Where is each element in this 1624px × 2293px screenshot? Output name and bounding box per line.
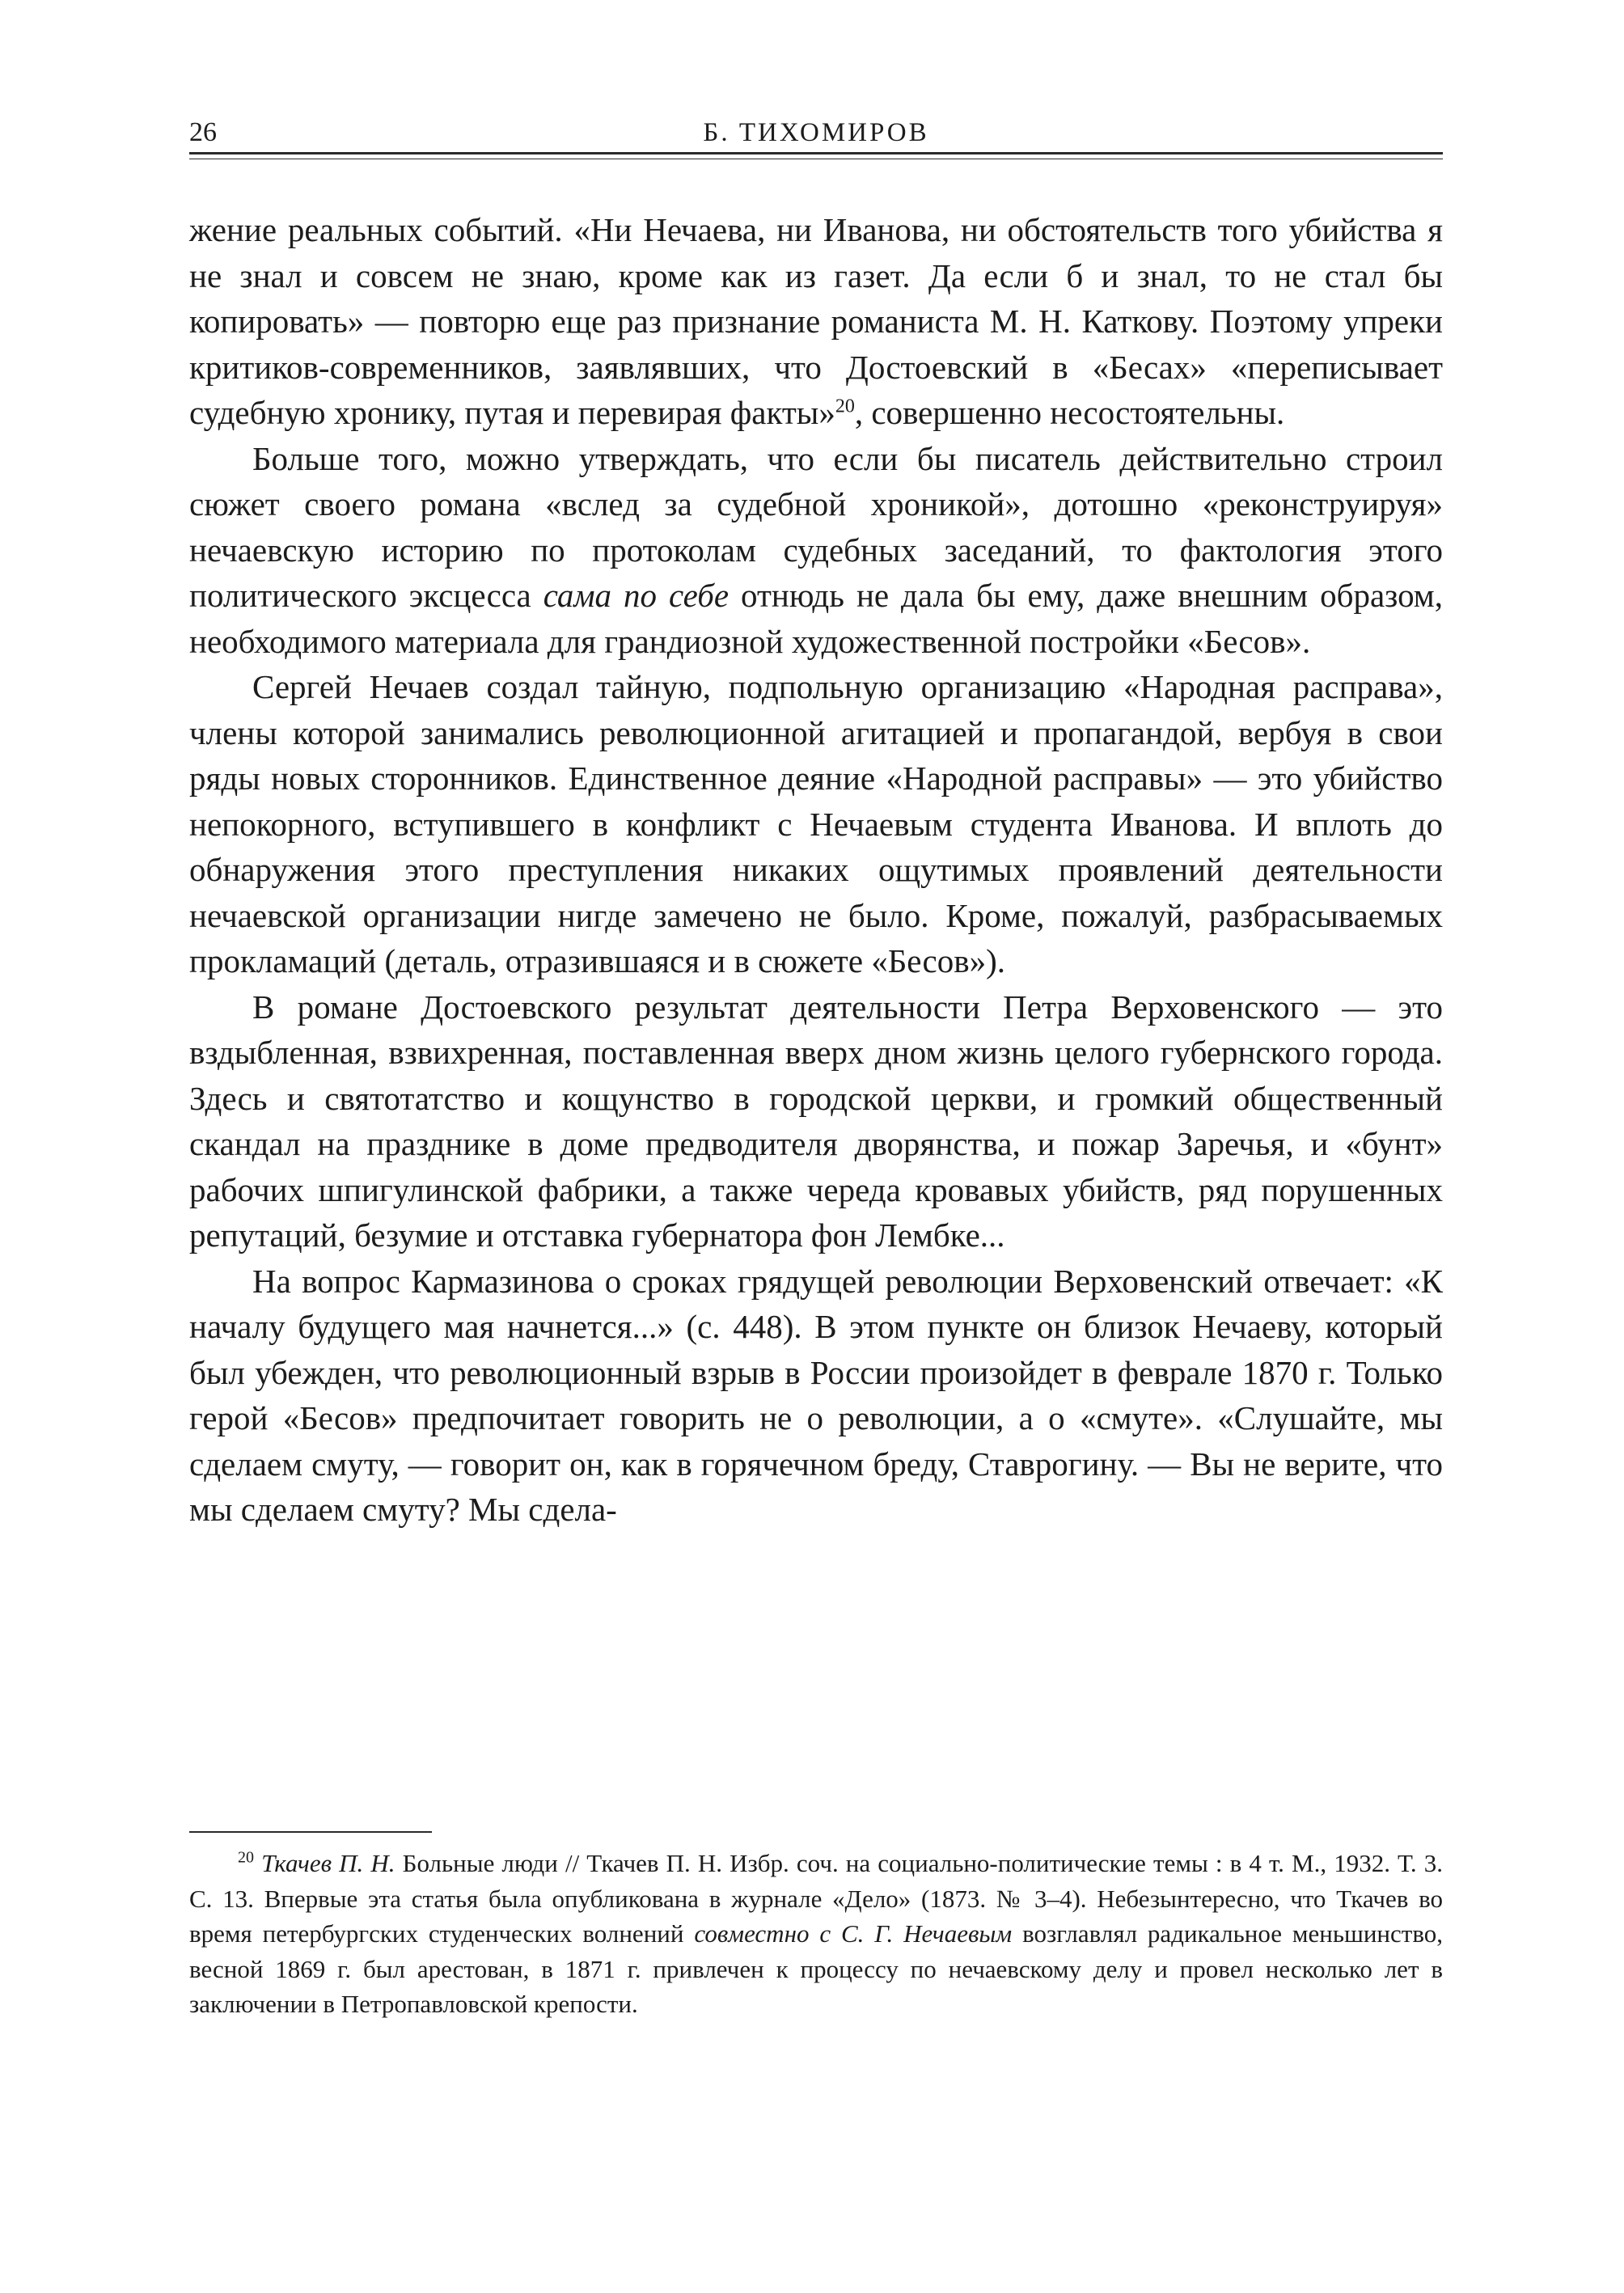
footnote-separator bbox=[189, 1831, 432, 1833]
paragraph-1 bbox=[189, 207, 1443, 436]
running-head: Б. ТИХОМИРОВ bbox=[703, 118, 929, 147]
footnotes bbox=[189, 1846, 1443, 2022]
page-header bbox=[189, 113, 1443, 152]
main-text bbox=[189, 207, 1443, 1533]
footnote-text-1: Больные люди // Ткачев П. Н. Избр. соч. на социально-политические темы : в 4 т. М., 1932. Т. 3. С. 13. Впервые эта статья была опубликована в журнале «Дело» (1873. № 3–4). Небезынтересно, что Ткачев во время петербургских студенческих волнений bbox=[189, 1849, 1443, 1948]
paragraph-2 bbox=[189, 436, 1443, 665]
footnote-number: 20 bbox=[238, 1848, 254, 1867]
header-rule-thick bbox=[189, 152, 1443, 154]
footnote-author: Ткачев П. Н. bbox=[261, 1849, 395, 1877]
footnote-text-2: возглавлял радикальное меньшинство, весной 1869 г. был арестован, в 1871 г. привлечен к процессу по нечаевскому делу и провел несколько лет в заключении в Петропавловской крепости. bbox=[189, 1919, 1443, 2018]
paragraph-2-emphasis: сама по себе bbox=[543, 577, 730, 614]
footnote-emphasis: совместно с С. Г. Нечаевым bbox=[694, 1919, 1013, 1948]
paragraph-4: В романе Достоевского результат деятельности Петра Верховенского — это вздыбленная, взвихренная, поставленная вверх дном жизнь целого губернского города. Здесь и святотатство и кощунство в городской церкви, и громкий общественный скандал на празднике в доме предводителя дворянства, и пожар Заречья, и «бунт» рабочих шпигулинской фабрики, а также череда кровавых убийств, ряд порушенных репутаций, безумие и отставка губернатора фон Лембке... bbox=[189, 988, 1443, 1254]
paragraph-2-after: отнюдь не дала бы ему, даже внешним образом, необходимого материала для грандиозной художественной постройки «Бесов». bbox=[189, 577, 1444, 660]
footnote-20 bbox=[189, 1846, 1443, 2022]
paragraph-3: Сергей Нечаев создал тайную, подпольную организацию «Народная расправа», члены которой занимались революционной агитацией и пропагандой, вербуя в свои ряды новых сторонников. Единственное деяние «Народной расправы» — это убийство непокорного, вступившего в конфликт с Нечаевым студента Иванова. И вплоть до обнаружения этого преступления никаких ощутимых проявлений деятельности нечаевской организации нигде замечено не было. Кроме, пожалуй, разбрасываемых прокламаций (деталь, отразившаяся и в сюжете «Бесов»). bbox=[189, 668, 1443, 979]
paragraph-1-text: жение реальных событий. «Ни Нечаева, ни Иванова, ни обстоятельств того убийства я не знал и совсем не знаю, кроме как из газет. Да если б и знал, то не стал бы копировать» — повторю еще раз признание романиста М. Н. Каткову. Поэтому упреки критиков-современников, заявлявших, что Достоевский в «Бесах» «переписывает судебную хронику, путая и перевирая факты» bbox=[189, 211, 1443, 431]
paragraph-2-before: Больше того, можно утверждать, что если бы писатель действительно строил сюжет своего романа «вслед за судебной хроникой», дотошно «реконструируя» нечаевскую историю по протоколам судебных заседаний, то фактология этого политического эксцесса bbox=[189, 439, 1443, 614]
paragraph-5: На вопрос Кармазинова о сроках грядущей революции Верховенский отвечает: «К началу будущего мая начнется...» (с. 448). В этом пункте он близок Нечаеву, который был убежден, что революционный взрыв в России произойдет в феврале 1870 г. Только герой «Бесов» предпочитает говорить не о революции, а о «смуте». «Слушайте, мы сделаем смуту, — говорит он, как в горячечном бреду, Ставрогину. — Вы не верите, что мы сделаем смуту? Мы сдела- bbox=[189, 1262, 1443, 1528]
paragraph-1-tail: , совершенно несостоятельны. bbox=[854, 394, 1285, 431]
footnote-ref-20[interactable]: 20 bbox=[835, 396, 855, 417]
page-number: 26 bbox=[189, 117, 217, 147]
